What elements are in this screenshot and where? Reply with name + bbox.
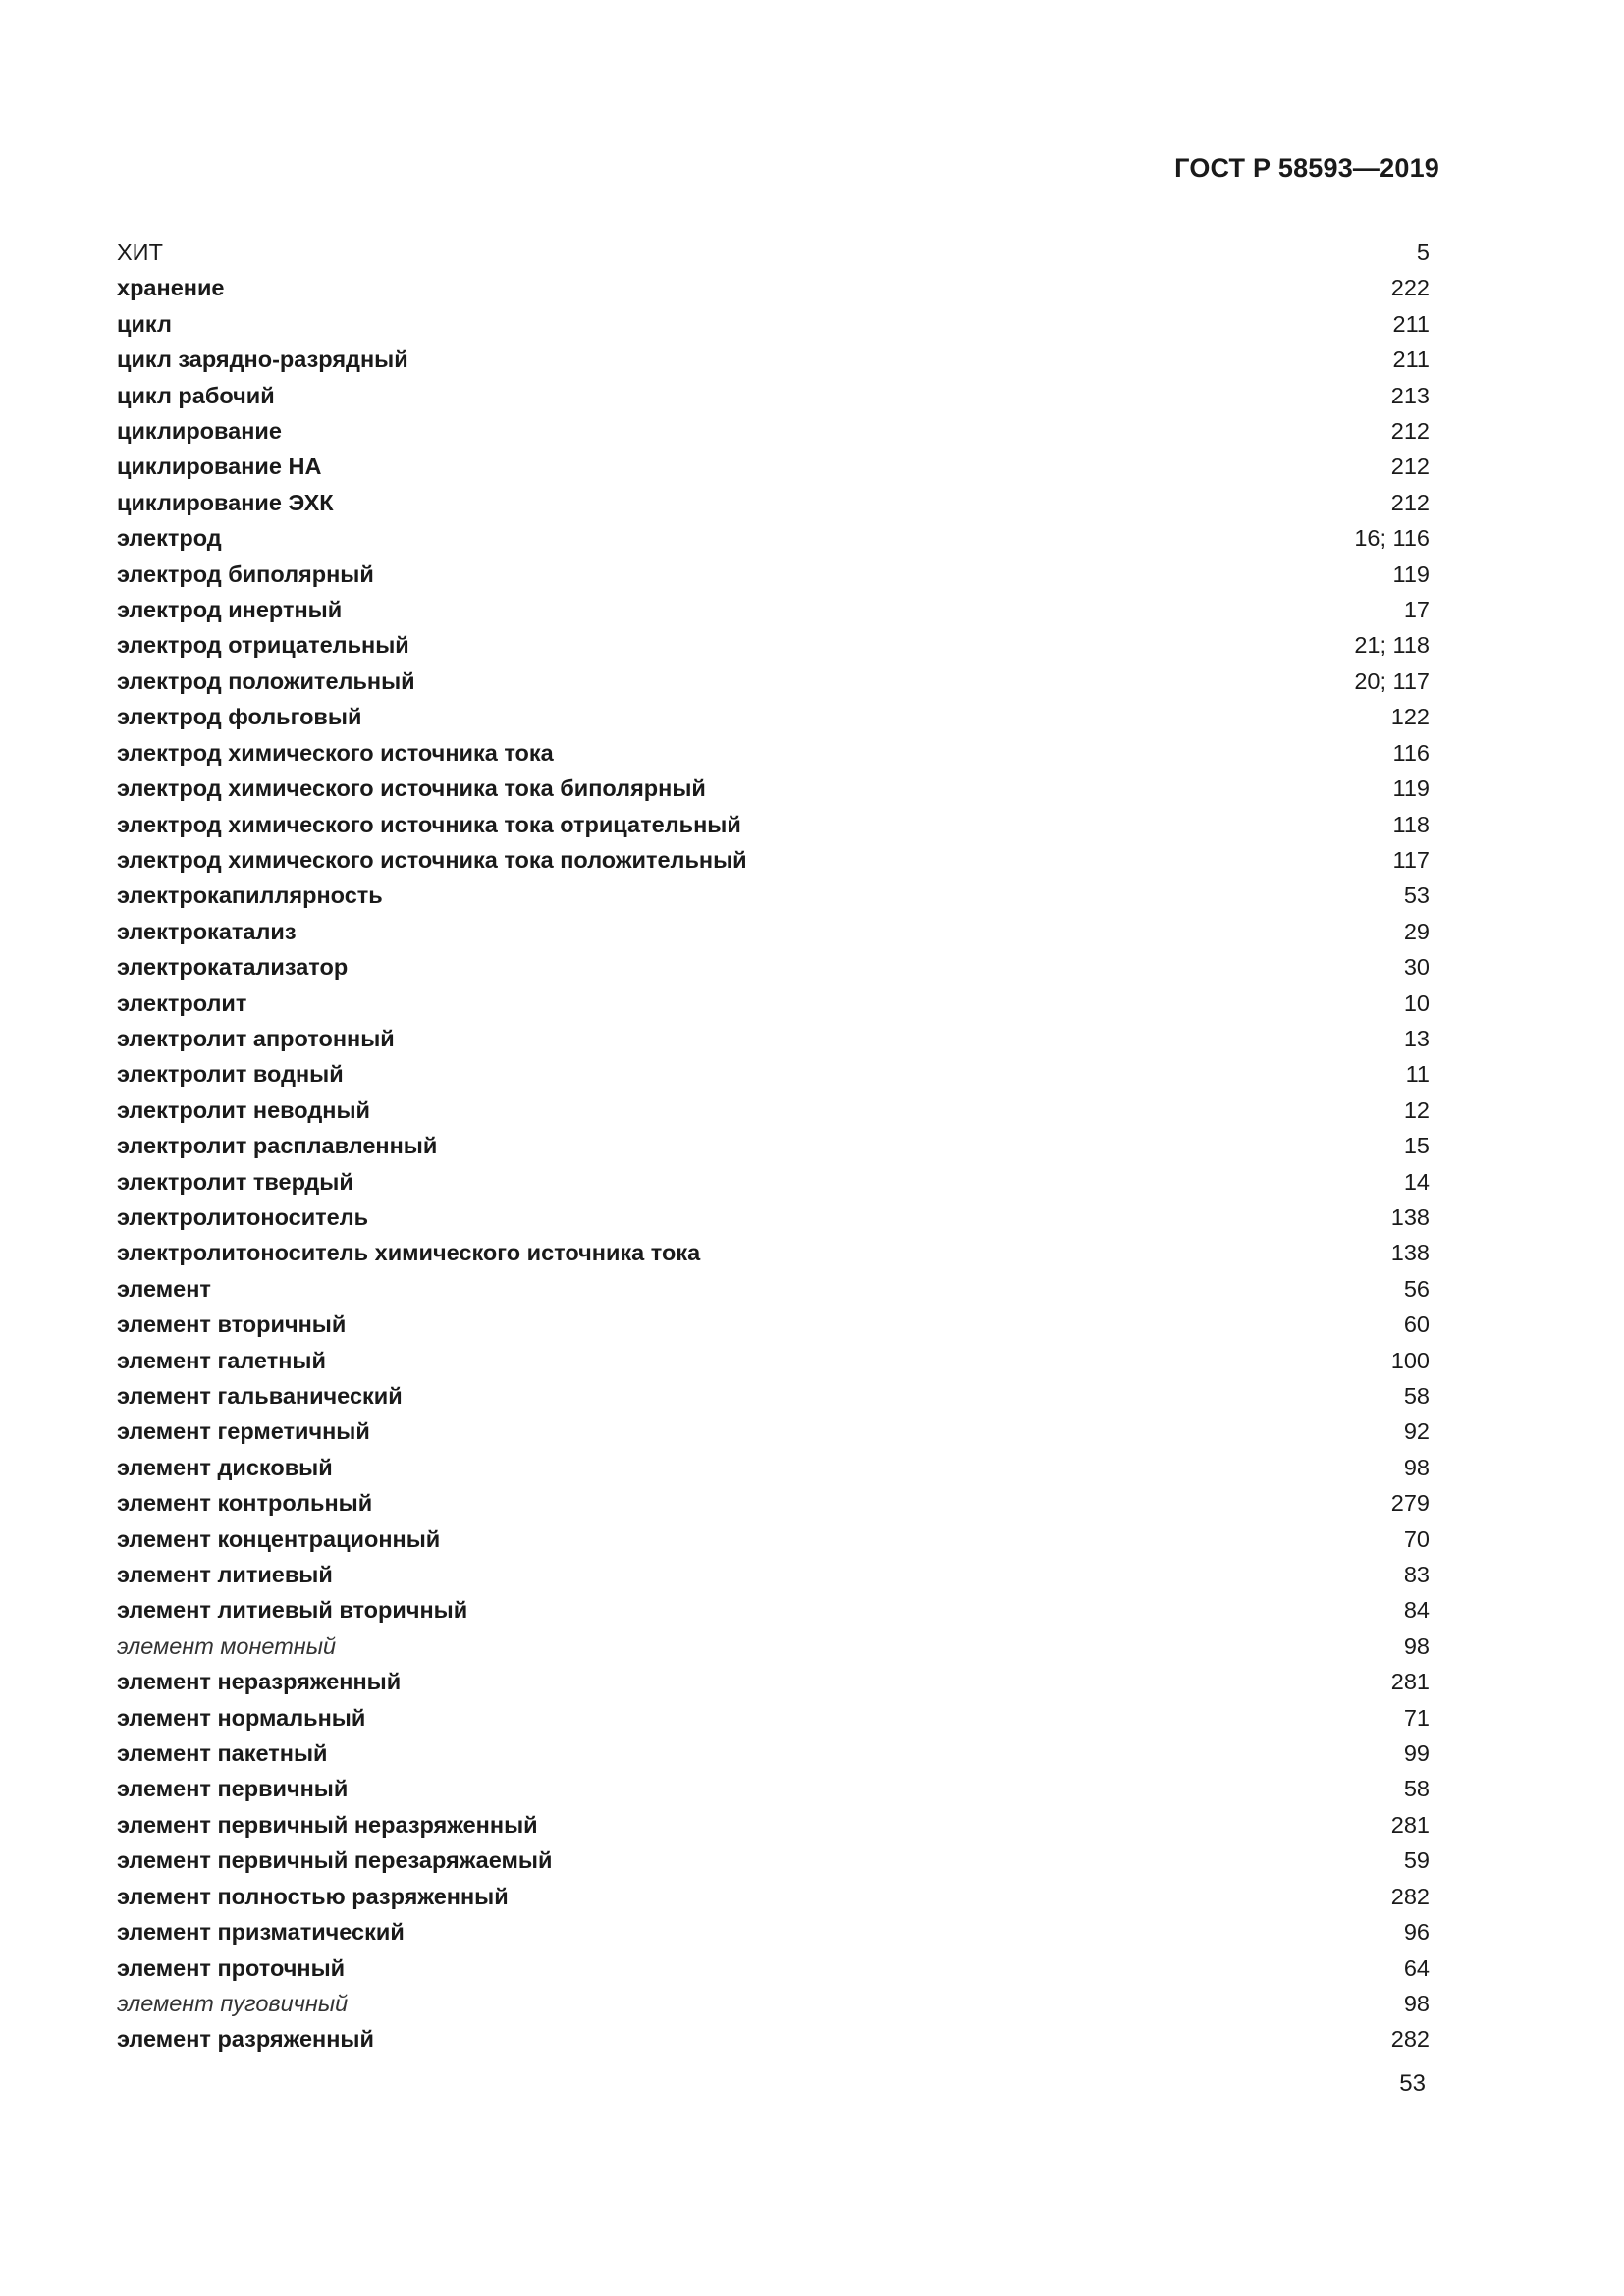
index-entry — [117, 1237, 1432, 1272]
index-term-reference: 282 — [1390, 1883, 1430, 1909]
index-entry — [117, 1201, 1432, 1237]
index-term: электрод фольговый — [117, 704, 362, 730]
index-term-reference: 211 — [1392, 310, 1430, 337]
index-term: элемент — [117, 1275, 211, 1302]
index-entry — [117, 1630, 1432, 1666]
index-entry — [117, 1415, 1432, 1451]
index-term: электрокатализатор — [117, 954, 349, 981]
index-term: элемент концентрационный — [117, 1525, 441, 1552]
index-term: элемент призматический — [117, 1919, 405, 1946]
index-term: электрод химического источника тока отрицательный — [117, 811, 741, 837]
document-header: ГОСТ Р 58593—2019 — [1174, 153, 1439, 183]
index-term-reference: 83 — [1403, 1562, 1430, 1588]
index-term: элемент вторичный — [117, 1311, 347, 1338]
index-entry — [117, 522, 1432, 558]
index-term-reference: 30 — [1403, 954, 1430, 981]
index-term: элемент литиевый вторичный — [117, 1597, 468, 1624]
index-term-reference: 15 — [1403, 1133, 1430, 1159]
index-term-reference: 212 — [1390, 489, 1430, 515]
index-term-reference: 12 — [1403, 1096, 1430, 1123]
index-entry — [117, 1380, 1432, 1415]
index-term-reference: 92 — [1403, 1418, 1430, 1445]
index-entry — [117, 344, 1432, 379]
index-term-reference: 20; 117 — [1354, 667, 1430, 694]
index-entry — [117, 1452, 1432, 1487]
alphabetical-index — [117, 237, 1432, 2059]
index-term-reference: 281 — [1390, 1811, 1430, 1838]
index-term-reference: 138 — [1390, 1240, 1430, 1266]
index-term-reference: 116 — [1392, 739, 1430, 766]
index-term-reference: 10 — [1403, 989, 1430, 1016]
index-entry — [117, 1773, 1432, 1808]
index-term-reference: 222 — [1390, 275, 1430, 301]
index-term: электролит неводный — [117, 1096, 370, 1123]
index-entry — [117, 666, 1432, 701]
index-entry — [117, 1916, 1432, 1951]
index-term-reference: 213 — [1390, 382, 1430, 408]
index-entry — [117, 272, 1432, 307]
index-term-reference: 5 — [1416, 240, 1430, 265]
index-term-reference: 21; 118 — [1354, 632, 1430, 659]
index-entry — [117, 844, 1432, 880]
index-term: циклирование — [117, 418, 282, 445]
index-term-reference: 17 — [1403, 597, 1430, 623]
index-term-reference: 13 — [1403, 1025, 1430, 1051]
index-term-reference: 119 — [1392, 561, 1430, 587]
index-entry — [117, 1988, 1432, 2023]
index-term: элемент дисковый — [117, 1454, 333, 1480]
index-term: электрод химического источника тока биполярный — [117, 775, 706, 802]
index-term: электрод отрицательный — [117, 632, 409, 659]
index-term-reference: 70 — [1403, 1525, 1430, 1552]
index-term-reference: 98 — [1403, 1632, 1430, 1659]
index-term-reference: 117 — [1392, 846, 1430, 873]
index-entry — [117, 1345, 1432, 1380]
index-term: электрокатализ — [117, 918, 297, 944]
index-term: электрод — [117, 525, 222, 552]
index-term: элемент первичный перезаряжаемый — [117, 1847, 553, 1874]
page-number: 53 — [1399, 2070, 1426, 2097]
index-term: электрод инертный — [117, 597, 343, 623]
index-entry — [117, 1881, 1432, 1916]
index-term-reference: 59 — [1403, 1847, 1430, 1874]
index-term-reference: 98 — [1403, 1990, 1430, 2016]
index-term-reference: 16; 116 — [1354, 525, 1430, 552]
index-term: элемент полностью разряженный — [117, 1883, 509, 1909]
index-term: элемент неразряженный — [117, 1669, 402, 1695]
index-term: элемент монетный — [117, 1632, 337, 1659]
index-entry — [117, 880, 1432, 915]
index-entry — [117, 1523, 1432, 1559]
index-term: элемент первичный неразряженный — [117, 1811, 538, 1838]
index-entry — [117, 629, 1432, 665]
index-term: элемент разряженный — [117, 2026, 374, 2053]
index-term: элемент гальванический — [117, 1383, 403, 1409]
index-entry — [117, 1559, 1432, 1594]
index-term: электролит апротонный — [117, 1025, 395, 1051]
index-term: цикл зарядно-разрядный — [117, 347, 408, 373]
index-entry — [117, 1308, 1432, 1344]
index-entry — [117, 1952, 1432, 1988]
index-term: элемент контрольный — [117, 1490, 373, 1517]
index-entry — [117, 1023, 1432, 1058]
index-term-reference: 212 — [1390, 454, 1430, 480]
index-term: ХИТ — [117, 240, 163, 265]
index-term: электролит — [117, 989, 247, 1016]
index-term: элемент герметичный — [117, 1418, 370, 1445]
index-term: электролитоноситель — [117, 1203, 369, 1230]
index-term-reference: 211 — [1392, 347, 1430, 373]
index-term-reference: 96 — [1403, 1919, 1430, 1946]
index-term-reference: 119 — [1392, 775, 1430, 802]
index-term-reference: 56 — [1403, 1275, 1430, 1302]
index-entry — [117, 559, 1432, 594]
index-term-reference: 281 — [1390, 1669, 1430, 1695]
index-entry — [117, 1166, 1432, 1201]
index-entry — [117, 701, 1432, 736]
index-term-reference: 122 — [1390, 704, 1430, 730]
index-entry — [117, 594, 1432, 629]
index-entry — [117, 1809, 1432, 1844]
index-term: электролит водный — [117, 1061, 344, 1088]
index-entry — [117, 1058, 1432, 1094]
index-entry — [117, 2023, 1432, 2058]
index-term: электрод положительный — [117, 667, 415, 694]
index-term: хранение — [117, 275, 225, 301]
index-term-reference: 282 — [1390, 2026, 1430, 2053]
index-term-reference: 58 — [1403, 1383, 1430, 1409]
index-entry — [117, 1844, 1432, 1880]
index-term: цикл — [117, 310, 172, 337]
index-entry — [117, 1702, 1432, 1737]
index-term: элемент нормальный — [117, 1704, 366, 1731]
index-entry — [117, 1487, 1432, 1522]
index-term: элемент галетный — [117, 1347, 326, 1373]
index-entry — [117, 415, 1432, 451]
index-entry — [117, 1130, 1432, 1165]
index-term-reference: 58 — [1403, 1776, 1430, 1802]
index-entry — [117, 988, 1432, 1023]
index-entry — [117, 1273, 1432, 1308]
index-entry — [117, 1737, 1432, 1773]
index-term-reference: 98 — [1403, 1454, 1430, 1480]
index-term: циклирование ЭХК — [117, 489, 334, 515]
index-term-reference: 99 — [1403, 1740, 1430, 1767]
index-entry — [117, 451, 1432, 486]
index-entry — [117, 1594, 1432, 1629]
index-term-reference: 279 — [1390, 1490, 1430, 1517]
index-term: электрокапиллярность — [117, 882, 383, 909]
index-term-reference: 71 — [1403, 1704, 1430, 1731]
index-term-reference: 64 — [1403, 1954, 1430, 1981]
index-entry — [117, 1095, 1432, 1130]
index-entry — [117, 308, 1432, 344]
index-term-reference: 138 — [1390, 1203, 1430, 1230]
index-term: элемент пакетный — [117, 1740, 328, 1767]
index-term-reference: 84 — [1403, 1597, 1430, 1624]
index-entry — [117, 380, 1432, 415]
index-entry — [117, 1666, 1432, 1701]
index-term-reference: 118 — [1392, 811, 1430, 837]
index-entry — [117, 237, 1432, 272]
index-term: элемент первичный — [117, 1776, 349, 1802]
index-entry — [117, 737, 1432, 773]
index-entry — [117, 773, 1432, 808]
index-term: элемент пуговичный — [117, 1990, 349, 2016]
index-entry — [117, 809, 1432, 844]
index-term: элемент литиевый — [117, 1562, 333, 1588]
index-term: электролит расплавленный — [117, 1133, 438, 1159]
index-term-reference: 60 — [1403, 1311, 1430, 1338]
index-term-reference: 14 — [1403, 1168, 1430, 1195]
index-term-reference: 212 — [1390, 418, 1430, 445]
index-term: электрод химического источника тока — [117, 739, 554, 766]
index-term: электролит твердый — [117, 1168, 353, 1195]
index-term: цикл рабочий — [117, 382, 275, 408]
index-term: элемент проточный — [117, 1954, 346, 1981]
index-term-reference: 11 — [1405, 1061, 1430, 1088]
index-term-reference: 29 — [1403, 918, 1430, 944]
index-term: электрод биполярный — [117, 561, 374, 587]
index-term: электрод химического источника тока положительный — [117, 846, 747, 873]
index-term: электролитоноситель химического источника тока — [117, 1240, 701, 1266]
index-entry — [117, 916, 1432, 951]
index-entry — [117, 951, 1432, 987]
index-term: циклирование НА — [117, 454, 322, 480]
index-term-reference: 100 — [1390, 1347, 1430, 1373]
index-term-reference: 53 — [1403, 882, 1430, 909]
index-entry — [117, 487, 1432, 522]
